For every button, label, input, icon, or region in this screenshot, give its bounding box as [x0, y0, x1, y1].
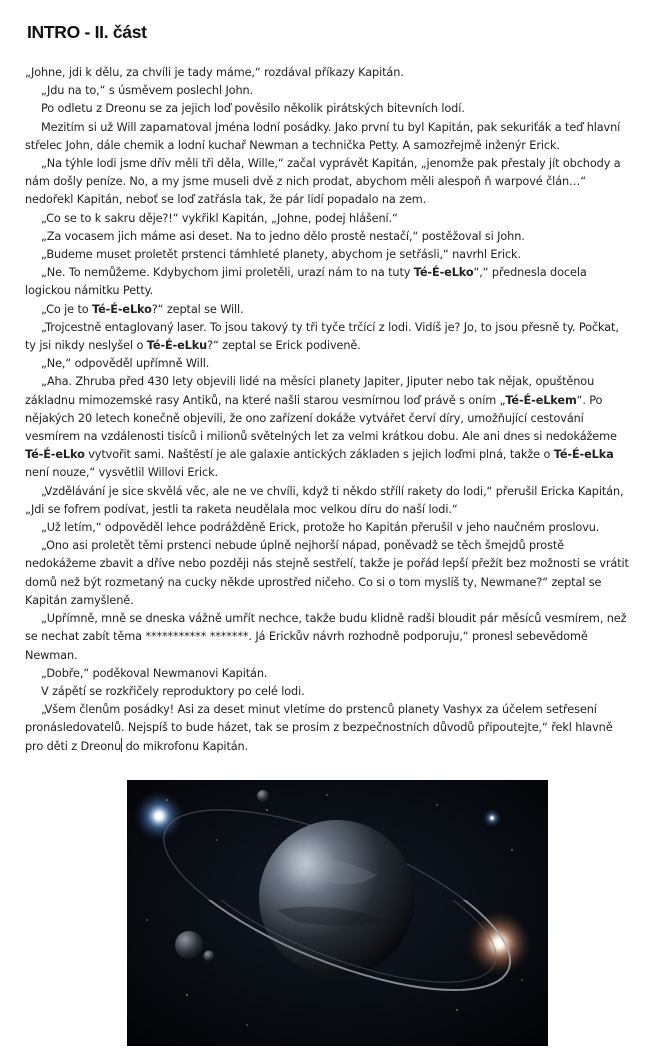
story-paragraph — [25, 519, 629, 537]
paragraph-text: „Upřímně, mně se dneska vážně umřít nechce, takže budu klidně radši bloudit pár měsíců vesmírem, než se nechat zabít těma *********** *******. Já Erickův návrh rozhodně podporuju,“ pronesl sebevědomě Newman. — [25, 612, 627, 662]
story-paragraph — [25, 228, 629, 246]
paragraph-text: „Trojcestně entaglovaný laser. To jsou takový ty tři tyče trčící z lodi. Vidíš je? Jo, to jsou přesně ty. Počkat, ty jsi nikdy neslyšel o — [25, 320, 619, 353]
small-moon — [204, 951, 215, 962]
bold-term: Té-É-eLko — [25, 448, 85, 462]
paragraph-text: „Ne. To nemůžeme. Kdybychom jimi proletěli, urazí nám to na tuty — [41, 266, 414, 280]
paragraph-text: „Ne,“ odpověděl upřímně Will. — [41, 357, 210, 371]
paragraph-text: Mezitím si už Will zapamatoval jména lodní posádky. Jako první tu byl Kapitán, pak sekuriťák a teď hlavní střelec John, dále chemik a lodní kuchař Newman a technička Petty. A samozřejmě inženýr Erick. — [25, 120, 621, 152]
paragraph-text: „Co je to — [41, 302, 93, 316]
story-paragraph — [25, 355, 629, 373]
paragraph-text: „Na týhle lodi jsme dřív měli tři děla, Wille,“ začal vyprávět Kapitán, „jenomže pak přestaly jít obchody a nám došly peníze. No, a my jsme museli dvě z nich prodat, abychom měli alespoň ň warpové člán…“ nedořekl Kapitán, neboť se loď zatřásla tak, že pár lidí popadalo na zem. — [25, 157, 621, 207]
warm-star — [496, 940, 502, 946]
bold-term: Té-É-eLku — [146, 339, 208, 353]
story-paragraph — [25, 246, 629, 264]
story-paragraph — [25, 537, 629, 610]
page-title: INTRO - II. část — [27, 22, 147, 42]
paragraph-text: „Dobře,“ poděkoval Newmanovi Kapitán. — [41, 666, 268, 680]
story-paragraph — [25, 155, 629, 210]
story-paragraph — [25, 82, 629, 100]
bold-term: Té-É-eLkem — [505, 393, 577, 407]
paragraph-text: „Vzdělávání je sice skvělá věc, ale ne ve chvíli, když ti někdo střílí rakety do lodi,“ přerušil Ericka Kapitán, „Jdi se fofrem podívat, jestli ta raketa neudělala moc velkou díru do naší lodi.“ — [25, 484, 624, 516]
paragraph-text: „Ono asi proletět těmi prstenci nebude úplně nejhorší nápad, poněvadž se těch šmejdů prostě nedokážeme zbavit a dříve nebo později nás stejně sestřelí, takže je pořád lepší přežít bez možnosti se vrátit domů než být rozmetaný na cucky někde uprostřed ničeho. Co si o tom myslíš ty, Newmane?“ zeptal se Kapitán zamyšleně. — [25, 539, 629, 607]
small-moon-top — [257, 790, 269, 802]
bold-term: Té-É-eLko — [413, 266, 474, 280]
paragraph-text: vytvořit sami. Naštěstí je ale galaxie antických základen s jejich loďmi plná, takže o — [84, 448, 554, 462]
bold-term: Té-É-eLka — [553, 448, 614, 462]
paragraph-text: “,“ přednesla docela logickou námitku Petty. — [25, 266, 587, 298]
planet — [259, 820, 415, 976]
paragraph-text: „Za vocasem jich máme asi deset. Na to jedno dělo prostě nestačí,“ postěžoval si John. — [41, 229, 525, 243]
story-paragraph — [25, 483, 629, 519]
paragraph-text: není nouze,“ vysvětlil Willovi Erick. — [25, 466, 218, 480]
story-paragraph — [25, 610, 629, 665]
story-paragraph — [25, 665, 629, 683]
paragraph-text: ?“ zeptal se Will. — [151, 302, 244, 316]
paragraph-text: Po odletu z Dreonu se za jejich loď pověsilo několik pirátských bitevních lodí. — [41, 102, 465, 116]
paragraph-text: „Johne, jdi k dělu, za chvíli je tady máme,“ rozdával příkazy Kapitán. — [25, 66, 404, 79]
paragraph-text: „Budeme muset proletět prstenci támhleté planety, abychom je setřásli,“ navrhl Erick. — [41, 248, 521, 262]
story-paragraph — [25, 264, 629, 300]
bold-term: Té-É-eLko — [92, 302, 152, 316]
story-paragraph — [25, 119, 629, 155]
paragraph-text: „Všem členům posádky! Asi za deset minut vletíme do prstenců planety Vashyx za účelem setřesení pronásledovatelů. Nejspíš to bude házet, tak se prosím z bezpečnostních důvodů připoutejte,“ řekl hlavně pro děti z Dreonu — [25, 703, 613, 753]
story-paragraph — [25, 683, 629, 701]
planet-illustration — [127, 780, 548, 1046]
story-paragraph — [25, 319, 629, 355]
story-paragraph — [25, 301, 629, 319]
paragraph-text: „Aha. Zhruba před 430 lety objevili lidé na měsíci planety Japiter, Jiputer nebo tak nějak, opuštěnou základnu mimozemské rasy Antiků, na které našli starou vesmírnou loď právě s oním „ — [25, 375, 595, 407]
moon — [175, 931, 203, 959]
paragraph-text: do mikrofonu Kapitán. — [122, 739, 249, 753]
paragraph-text: „Už letím,“ odpověděl lehce podrážděně Erick, protože ho Kapitán přerušil v jeho naučném proslovu. — [41, 521, 600, 535]
blue-star — [156, 813, 162, 819]
paragraph-text: „Co se to k sakru děje?!“ vykřikl Kapitán, „Johne, podej hlášení.“ — [41, 211, 398, 225]
small-star — [490, 816, 493, 819]
story-paragraph — [25, 210, 629, 228]
story-paragraph — [25, 64, 629, 82]
paragraph-text: ?“ zeptal se Erick podiveně. — [207, 339, 361, 353]
story-paragraph — [25, 373, 629, 482]
story-paragraph — [25, 701, 629, 756]
story-paragraph — [25, 100, 629, 118]
paragraph-text: „Jdu na to,“ s úsměvem poslechl John. — [41, 84, 253, 98]
paragraph-text: “. Po nějakých 20 letech konečně objevili, že ono zařízení dokáže vytvářet červí díry, umožňující cestování vesmírem na vzdálenosti tisíců i milionů světelných let za velmi krátkou dobu. Ale ani dnes si nedokážeme — [25, 393, 617, 444]
paragraph-text: V zápětí se rozkřičely reproduktory po celé lodi. — [41, 684, 305, 698]
story-text — [25, 64, 629, 756]
